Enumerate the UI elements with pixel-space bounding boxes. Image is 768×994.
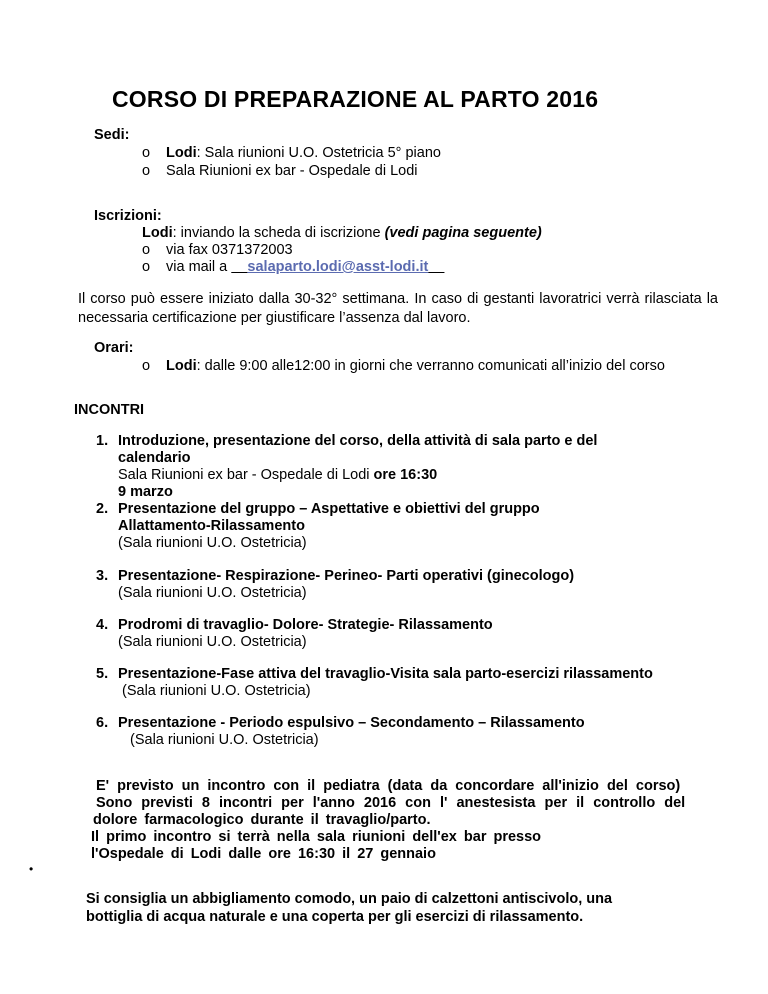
incontro-5-num: 5. xyxy=(96,666,109,682)
sedi-item-1 xyxy=(142,145,441,161)
incontro-1-place-text: Sala Riunioni ex bar - Ospedale di Lodi xyxy=(118,467,374,483)
incontro-4-num: 4. xyxy=(96,617,109,633)
note-line-2: Sono previsti 8 incontri per l'anno 2016 con l' anestesista per il controllo del xyxy=(96,795,686,811)
note-line-1: E' previsto un incontro con il pediatra (data da concordare all'inizio del corso) xyxy=(96,778,681,794)
orari-line xyxy=(142,358,665,374)
note-line-4: Il primo incontro si terrà nella sala riunioni dell'ex bar presso xyxy=(91,829,542,845)
incontro-1-title: Introduzione, presentazione del corso, della attività di sala parto e del xyxy=(118,433,598,449)
incontro-1-place xyxy=(118,467,437,483)
advice-line-1: Si consiglia un abbigliamento comodo, un paio di calzettoni antiscivolo, una xyxy=(86,891,613,907)
incontro-3-num: 3. xyxy=(96,568,109,584)
bullet-icon: o xyxy=(142,242,151,258)
incontro-5-title-text: Presentazione-Fase attiva del travaglio-Visita sala parto-esercizi rilassamento xyxy=(118,666,653,682)
orari-bold: Lodi xyxy=(166,358,197,374)
incontro-4-title xyxy=(96,617,493,633)
incontro-3-title xyxy=(96,568,574,584)
iscrizioni-fax xyxy=(142,242,293,258)
incontro-6-num: 6. xyxy=(96,715,109,731)
incontro-1-time: ore 16:30 xyxy=(373,467,438,483)
incontro-4-place: (Sala riunioni U.O. Ostetricia) xyxy=(118,634,307,650)
bullet-icon: o xyxy=(142,163,151,179)
bullet-icon: o xyxy=(142,145,151,161)
incontro-2-place: (Sala riunioni U.O. Ostetricia) xyxy=(118,535,307,551)
incontro-2-title-line2: Allattamento-Rilassamento xyxy=(118,518,305,534)
sedi-item-2-text: Sala Riunioni ex bar - Ospedale di Lodi xyxy=(166,163,418,179)
incontro-6-title-text: Presentazione - Periodo espulsivo – Secondamento – Rilassamento xyxy=(118,715,585,731)
iscrizioni-line-text: : inviando la scheda di iscrizione xyxy=(172,225,385,241)
bullet-icon: o xyxy=(142,358,151,374)
page-title: CORSO DI PREPARAZIONE AL PARTO 2016 xyxy=(112,86,599,112)
incontro-5-place: (Sala riunioni U.O. Ostetricia) xyxy=(122,683,311,699)
incontri-heading: INCONTRI xyxy=(74,402,145,418)
incontro-2-title-line1 xyxy=(96,501,540,517)
note-line-5: l'Ospedale di Lodi dalle ore 16:30 il 27 gennaio xyxy=(91,846,436,862)
bullet-icon: o xyxy=(142,259,151,275)
orari-text: : dalle 9:00 alle12:00 in giorni che verranno comunicati all’inizio del corso xyxy=(196,358,665,374)
incontro-6-place: (Sala riunioni U.O. Ostetricia) xyxy=(130,732,319,748)
sedi-item-1-text: : Sala riunioni U.O. Ostetricia 5° piano xyxy=(196,145,441,161)
orari-heading: Orari: xyxy=(94,340,134,356)
incontro-1-date: 9 marzo xyxy=(118,484,173,500)
intro-paragraph: Il corso può essere iniziato dalla 30-32° settimana. In caso di gestanti lavoratrici verrà rilasciata la necessaria certificazione per giustificare l’assenza dal lavoro. xyxy=(78,291,718,326)
iscrizioni-line-italic: (vedi pagina seguente) xyxy=(384,225,542,241)
sedi-item-2 xyxy=(142,163,417,179)
incontro-2-title: Presentazione del gruppo – Aspettative e obiettivi del gruppo xyxy=(118,501,540,517)
iscrizioni-line-bold: Lodi xyxy=(142,225,173,241)
mail-prefix: via mail a xyxy=(166,259,232,275)
iscrizioni-line xyxy=(142,225,542,241)
sedi-item-1-bold: Lodi xyxy=(166,145,197,161)
advice-line-2: bottiglia di acqua naturale e una coperta per gli esercizi di rilassamento. xyxy=(86,909,584,925)
incontro-1-title-line2: calendario xyxy=(118,450,191,466)
incontro-5-title xyxy=(96,666,653,682)
note-line-3: dolore farmacologico durante il travaglio/parto. xyxy=(93,812,431,828)
incontro-3-place: (Sala riunioni U.O. Ostetricia) xyxy=(118,585,307,601)
stray-mark: • xyxy=(29,862,34,876)
incontro-2-num: 2. xyxy=(96,501,109,517)
incontro-1-num: 1. xyxy=(96,433,109,449)
fax-text: via fax 0371372003 xyxy=(166,242,293,258)
mail-link[interactable]: salaparto.lodi@asst-lodi.it xyxy=(247,259,429,275)
incontro-6-title xyxy=(96,715,585,731)
incontro-3-title-text: Presentazione- Respirazione- Perineo- Parti operativi (ginecologo) xyxy=(118,568,575,584)
incontro-4-title-text: Prodromi di travaglio- Dolore- Strategie- Rilassamento xyxy=(118,617,493,633)
iscrizioni-mail xyxy=(142,259,444,275)
incontro-1-title-line1 xyxy=(96,433,597,449)
iscrizioni-heading: Iscrizioni: xyxy=(94,208,162,224)
sedi-heading: Sedi: xyxy=(94,127,130,143)
